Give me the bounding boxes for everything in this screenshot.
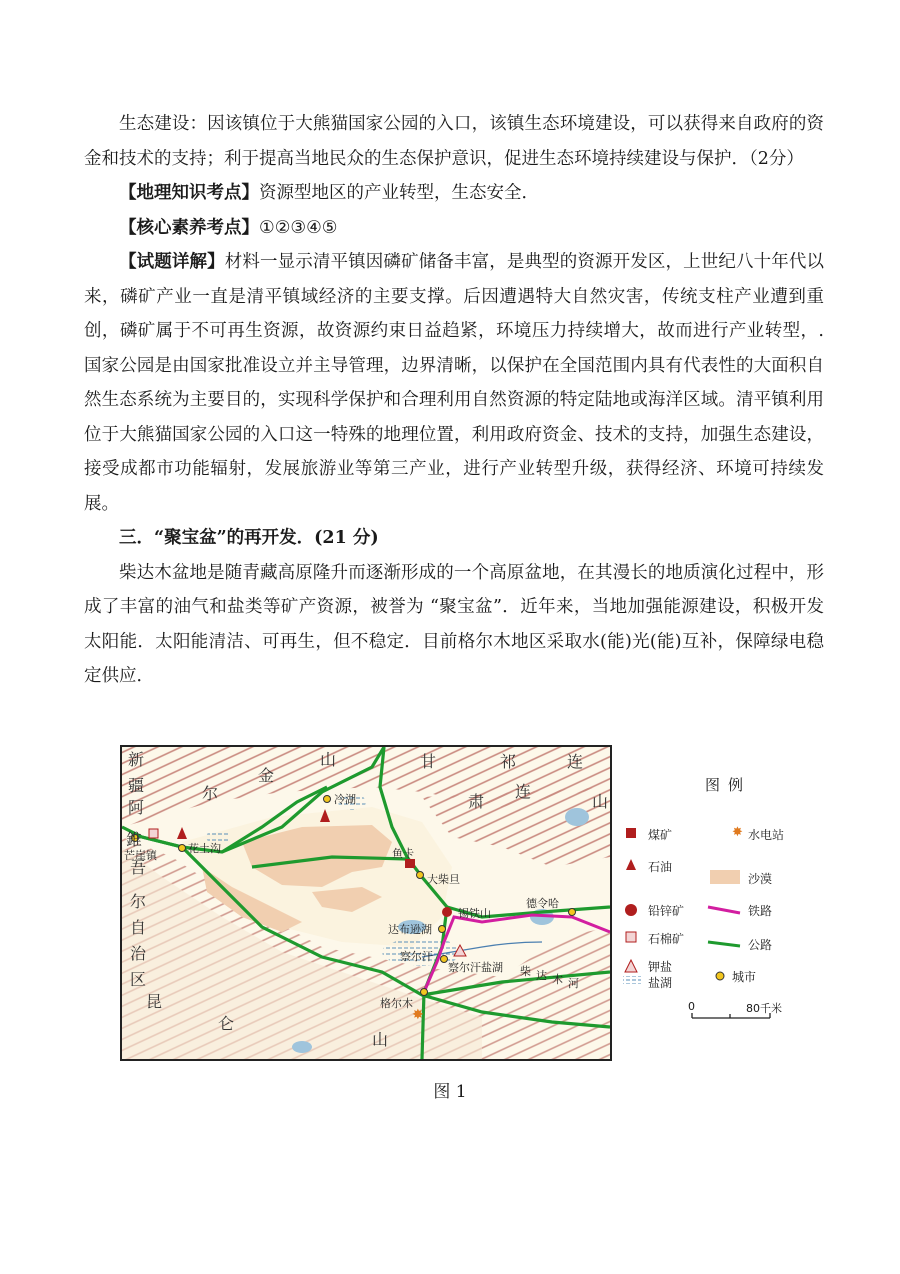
label-er: 尔 bbox=[202, 784, 219, 803]
label-yuqia: 鱼卡 bbox=[392, 847, 414, 860]
label-er2: 尔 bbox=[130, 892, 147, 911]
legend-saltlake-swatch bbox=[623, 976, 641, 984]
label-da: 达 bbox=[536, 969, 547, 982]
label-zhi: 治 bbox=[130, 944, 147, 963]
paragraph-knowledge-point bbox=[84, 176, 824, 211]
paragraph-detail bbox=[84, 245, 824, 521]
label-gan: 甘 bbox=[420, 752, 437, 771]
legend-oil-label: 石油 bbox=[648, 860, 673, 874]
map-legend bbox=[620, 770, 790, 1030]
legend-symbols bbox=[620, 770, 790, 1030]
label-chai: 柴 bbox=[520, 965, 531, 978]
legend-desert-label: 沙漠 bbox=[748, 872, 773, 886]
paragraph-ecology: 生态建设：因该镇位于大熊猫国家公园的入口，该镇生态环境建设，可以获得来自政府的资金和技术的支持；利于提高当地民众的生态保护意识，促进生态环境持续建设与保护．（2分） bbox=[84, 114, 824, 169]
legend-coal-icon bbox=[626, 828, 636, 838]
asbestos-icon bbox=[149, 829, 158, 838]
label-lun: 仑 bbox=[218, 1014, 235, 1033]
label-wu: 吾 bbox=[130, 858, 147, 877]
figure-caption: 图 1 bbox=[433, 1082, 467, 1102]
legend-road-line bbox=[708, 942, 740, 946]
paragraph-qaidam: 柴达木盆地是随青藏高原隆升而逐渐形成的一个高原盆地，在其漫长的地质演化过程中，形成了丰富的油气和盐类等矿产资源，被誉为 “聚宝盆”．近年来，当地加强能源建设，积极开发太阳能．太阳能清洁、可再生，但不稳定．目前格尔木地区采取水(能)光(能)互补，保障绿电稳定供应． bbox=[84, 562, 824, 686]
legend-rail-line bbox=[708, 907, 740, 913]
legend-hydro-icon: ✸ bbox=[732, 825, 743, 840]
label-jin: 金 bbox=[258, 766, 275, 785]
label-a: 阿 bbox=[128, 798, 145, 817]
knowledge-point-label: 【地理知识考点】 bbox=[119, 183, 259, 203]
legend-saltlake-label: 盐湖 bbox=[648, 976, 673, 990]
detail-text: 材料一显示清平镇因磷矿储备丰富，是典型的资源开发区，上世纪八十年代以来，磷矿产业一直是清平镇域经济的主要支撑。后因遭遇特大自然灾害，传统支柱产业遭到重创，磷矿属于不可再生资源，故资源约束日益趋紧，环境压力持续增大，故而进行产业转型，. 国家公园是由国家批准设立并主导管理，边界清晰，以保护在全国范围内具有代表性的大面积自然生态系统为主要目的，实现科学保护和合理利用自然资源的特定陆地或海洋区域。清平镇利用位于大熊猫国家公园的入口这一特殊的地理位置，利用政府资金、技术的支持，加强生态建设，接受成都市功能辐射，发展旅游业等第三产业，进行产业转型升级，获得经济、环境可持续发展。 bbox=[84, 252, 825, 514]
legend-hydro-label: 水电站 bbox=[748, 828, 785, 842]
legend-potash-icon bbox=[625, 960, 637, 972]
legend-asbestos-icon bbox=[626, 932, 636, 942]
map-figure bbox=[120, 745, 612, 1061]
label-he: 河 bbox=[568, 977, 579, 990]
label-chaerhan-lake: 察尔汗盐湖 bbox=[448, 961, 503, 974]
label-qu: 区 bbox=[130, 970, 147, 989]
label-kun: 昆 bbox=[146, 992, 163, 1011]
coal-mine-icon bbox=[405, 859, 415, 868]
qaidam-map bbox=[122, 747, 610, 1059]
label-dabuxun: 达布逊湖 bbox=[388, 923, 432, 936]
label-xitieshan: 锡铁山 bbox=[458, 907, 491, 920]
label-jiang: 疆 bbox=[128, 776, 145, 795]
lake-south bbox=[292, 1041, 312, 1053]
scale-zero-label: 0 bbox=[688, 1000, 695, 1013]
label-mangya: 芒崖镇 bbox=[124, 849, 157, 862]
scale-distance-label: 80千米 bbox=[746, 1002, 782, 1015]
label-lian: 连 bbox=[567, 752, 584, 771]
hydro-station-icon: ✸ bbox=[412, 1007, 424, 1023]
knowledge-point-text: 资源型地区的产业转型，生态安全． bbox=[259, 183, 539, 203]
legend-rail-label: 铁路 bbox=[748, 904, 773, 918]
detail-label: 【试题详解】 bbox=[119, 252, 225, 272]
label-su: 肃 bbox=[468, 792, 485, 811]
label-shan2: 山 bbox=[592, 792, 609, 811]
legend-asbestos-label: 石棉矿 bbox=[648, 932, 685, 946]
legend-leadzinc-icon bbox=[625, 904, 637, 916]
label-lian2: 连 bbox=[515, 782, 532, 801]
label-mu: 木 bbox=[552, 973, 563, 986]
label-jie: 錐 bbox=[126, 830, 143, 849]
lead-zinc-icon bbox=[442, 907, 452, 917]
label-shan: 山 bbox=[320, 750, 337, 769]
legend-leadzinc-label: 铅锌矿 bbox=[648, 904, 685, 918]
label-golmud: 格尔木 bbox=[380, 997, 413, 1010]
label-chaerhan: 察尔汗 bbox=[400, 950, 433, 963]
legend-road-label: 公路 bbox=[748, 938, 773, 952]
legend-coal-label: 煤矿 bbox=[648, 828, 673, 842]
legend-potash-label: 钾盐 bbox=[648, 960, 673, 974]
legend-desert-swatch bbox=[710, 870, 740, 884]
label-shan3: 山 bbox=[372, 1030, 389, 1049]
label-delingha: 德令哈 bbox=[526, 897, 559, 910]
label-qi: 祁 bbox=[500, 752, 517, 771]
literacy-point-label: 【核心素养考点】 bbox=[119, 217, 259, 238]
label-lenghu: 冷湖 bbox=[334, 793, 356, 806]
legend-city-icon bbox=[716, 972, 724, 980]
legend-title: 图例 bbox=[705, 776, 752, 794]
label-dachaidan: 大柴旦 bbox=[427, 873, 460, 886]
paragraph-literacy-point bbox=[84, 211, 824, 246]
label-zi: 自 bbox=[130, 918, 147, 937]
lake-northeast bbox=[565, 808, 589, 826]
legend-oil-icon bbox=[626, 859, 636, 870]
label-huatugou: 花土沟 bbox=[188, 842, 221, 855]
label-xin: 新 bbox=[128, 750, 145, 769]
section-heading: 三．“聚宝盆”的再开发．(21 分) bbox=[119, 528, 379, 548]
legend-city-label: 城市 bbox=[732, 970, 757, 984]
literacy-point-text: ①②③④⑤ bbox=[259, 217, 338, 238]
body-text bbox=[84, 107, 824, 694]
